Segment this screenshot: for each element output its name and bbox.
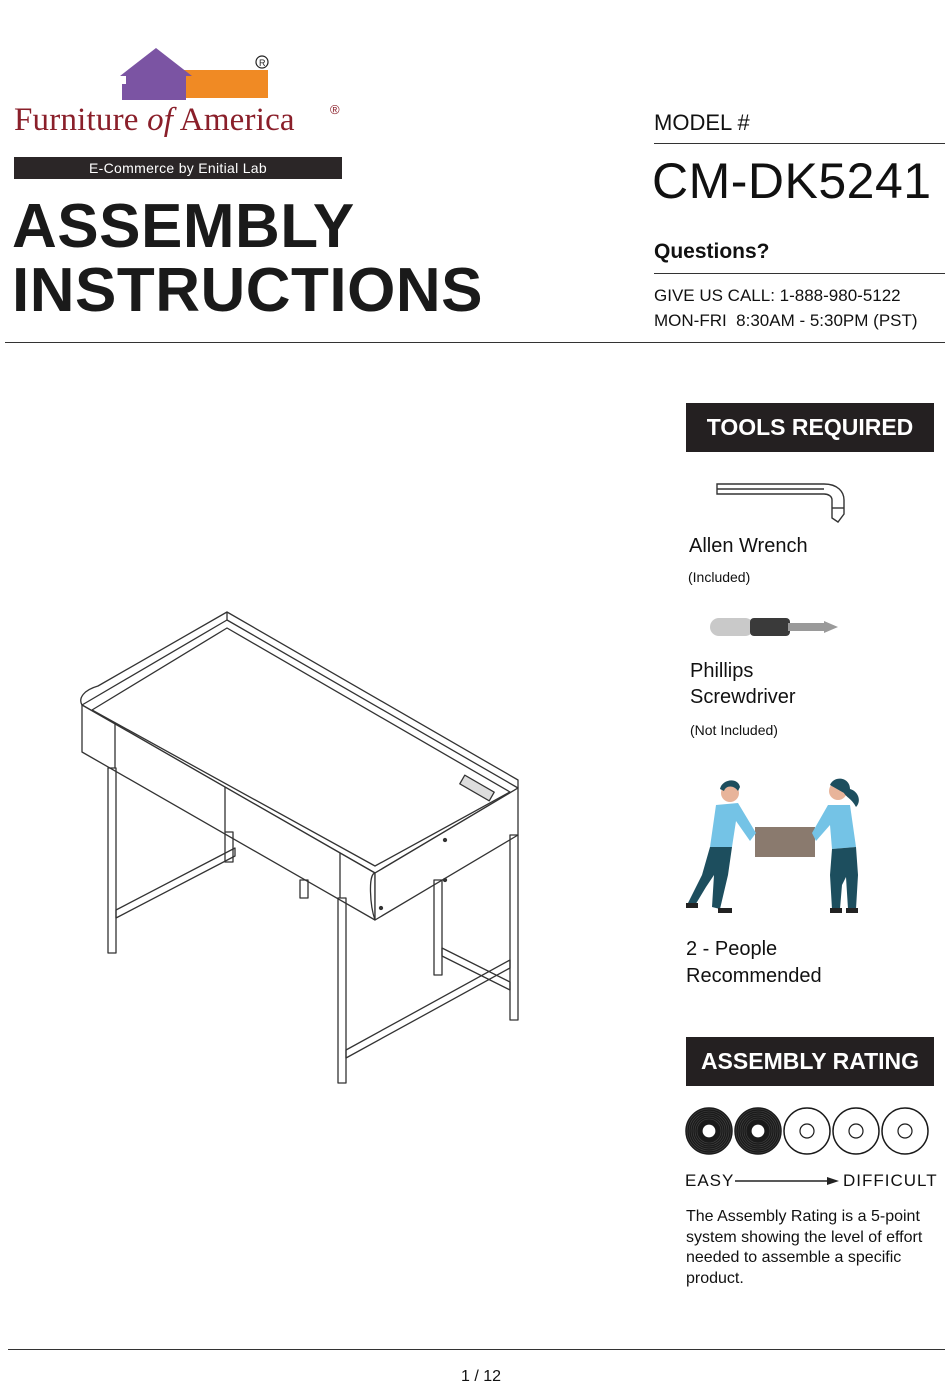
people-recommended: Recommended bbox=[686, 965, 822, 987]
tool-note-allen-wrench: (Included) bbox=[688, 569, 751, 585]
divider bbox=[654, 273, 945, 274]
tool-name-screwdriver-line1: Phillips bbox=[690, 660, 754, 682]
arrow-right-icon bbox=[735, 1174, 840, 1188]
rating-dot-empty-5 bbox=[882, 1108, 928, 1154]
page-number: 1 / 12 bbox=[460, 1368, 502, 1385]
desk-illustration bbox=[70, 610, 530, 1090]
rating-dot-empty-4 bbox=[833, 1108, 879, 1154]
footer-divider bbox=[8, 1349, 945, 1350]
people-count: 2 - People bbox=[686, 938, 778, 960]
rating-dot-filled-2 bbox=[735, 1108, 781, 1154]
phillips-screwdriver-icon bbox=[706, 610, 846, 644]
tool-name-screwdriver-line2: Screwdriver bbox=[690, 686, 796, 708]
divider bbox=[654, 143, 945, 144]
rating-difficult-label: DIFFICULT bbox=[843, 1171, 938, 1190]
document-title-line1: ASSEMBLY bbox=[12, 192, 355, 261]
rating-dot-empty-3 bbox=[784, 1108, 830, 1154]
assembly-rating-header: ASSEMBLY RATING bbox=[686, 1037, 934, 1086]
rating-dot-filled-1 bbox=[686, 1108, 732, 1154]
phone-line: GIVE US CALL: 1-888-980-5122 bbox=[654, 286, 901, 305]
model-label: MODEL # bbox=[654, 110, 750, 135]
tool-note-screwdriver: (Not Included) bbox=[690, 722, 778, 738]
svg-text:R: R bbox=[259, 58, 266, 68]
tools-required-header: TOOLS REQUIRED bbox=[686, 403, 934, 452]
hours-line: MON-FRI 8:30AM - 5:30PM (PST) bbox=[654, 311, 918, 330]
allen-wrench-icon bbox=[712, 478, 852, 528]
brand-tagline: E-Commerce by Enitial Lab bbox=[14, 157, 342, 179]
brand-name: Furniture of America bbox=[14, 102, 295, 138]
two-people-carrying-icon bbox=[680, 775, 880, 925]
model-number: CM-DK5241 bbox=[652, 153, 932, 209]
registered-mark: ® bbox=[330, 102, 340, 117]
rating-easy-label: EASY bbox=[685, 1171, 735, 1190]
tool-name-allen-wrench: Allen Wrench bbox=[689, 535, 808, 557]
rating-description: The Assembly Rating is a 5-point system showing the level of effort needed to assemble a specific product. bbox=[686, 1208, 923, 1287]
questions-heading: Questions? bbox=[654, 240, 770, 263]
brand-logo-icon bbox=[118, 46, 278, 106]
header-divider bbox=[5, 342, 945, 343]
assembly-rating-scale bbox=[684, 1105, 934, 1157]
document-title-line2: INSTRUCTIONS bbox=[12, 256, 483, 325]
